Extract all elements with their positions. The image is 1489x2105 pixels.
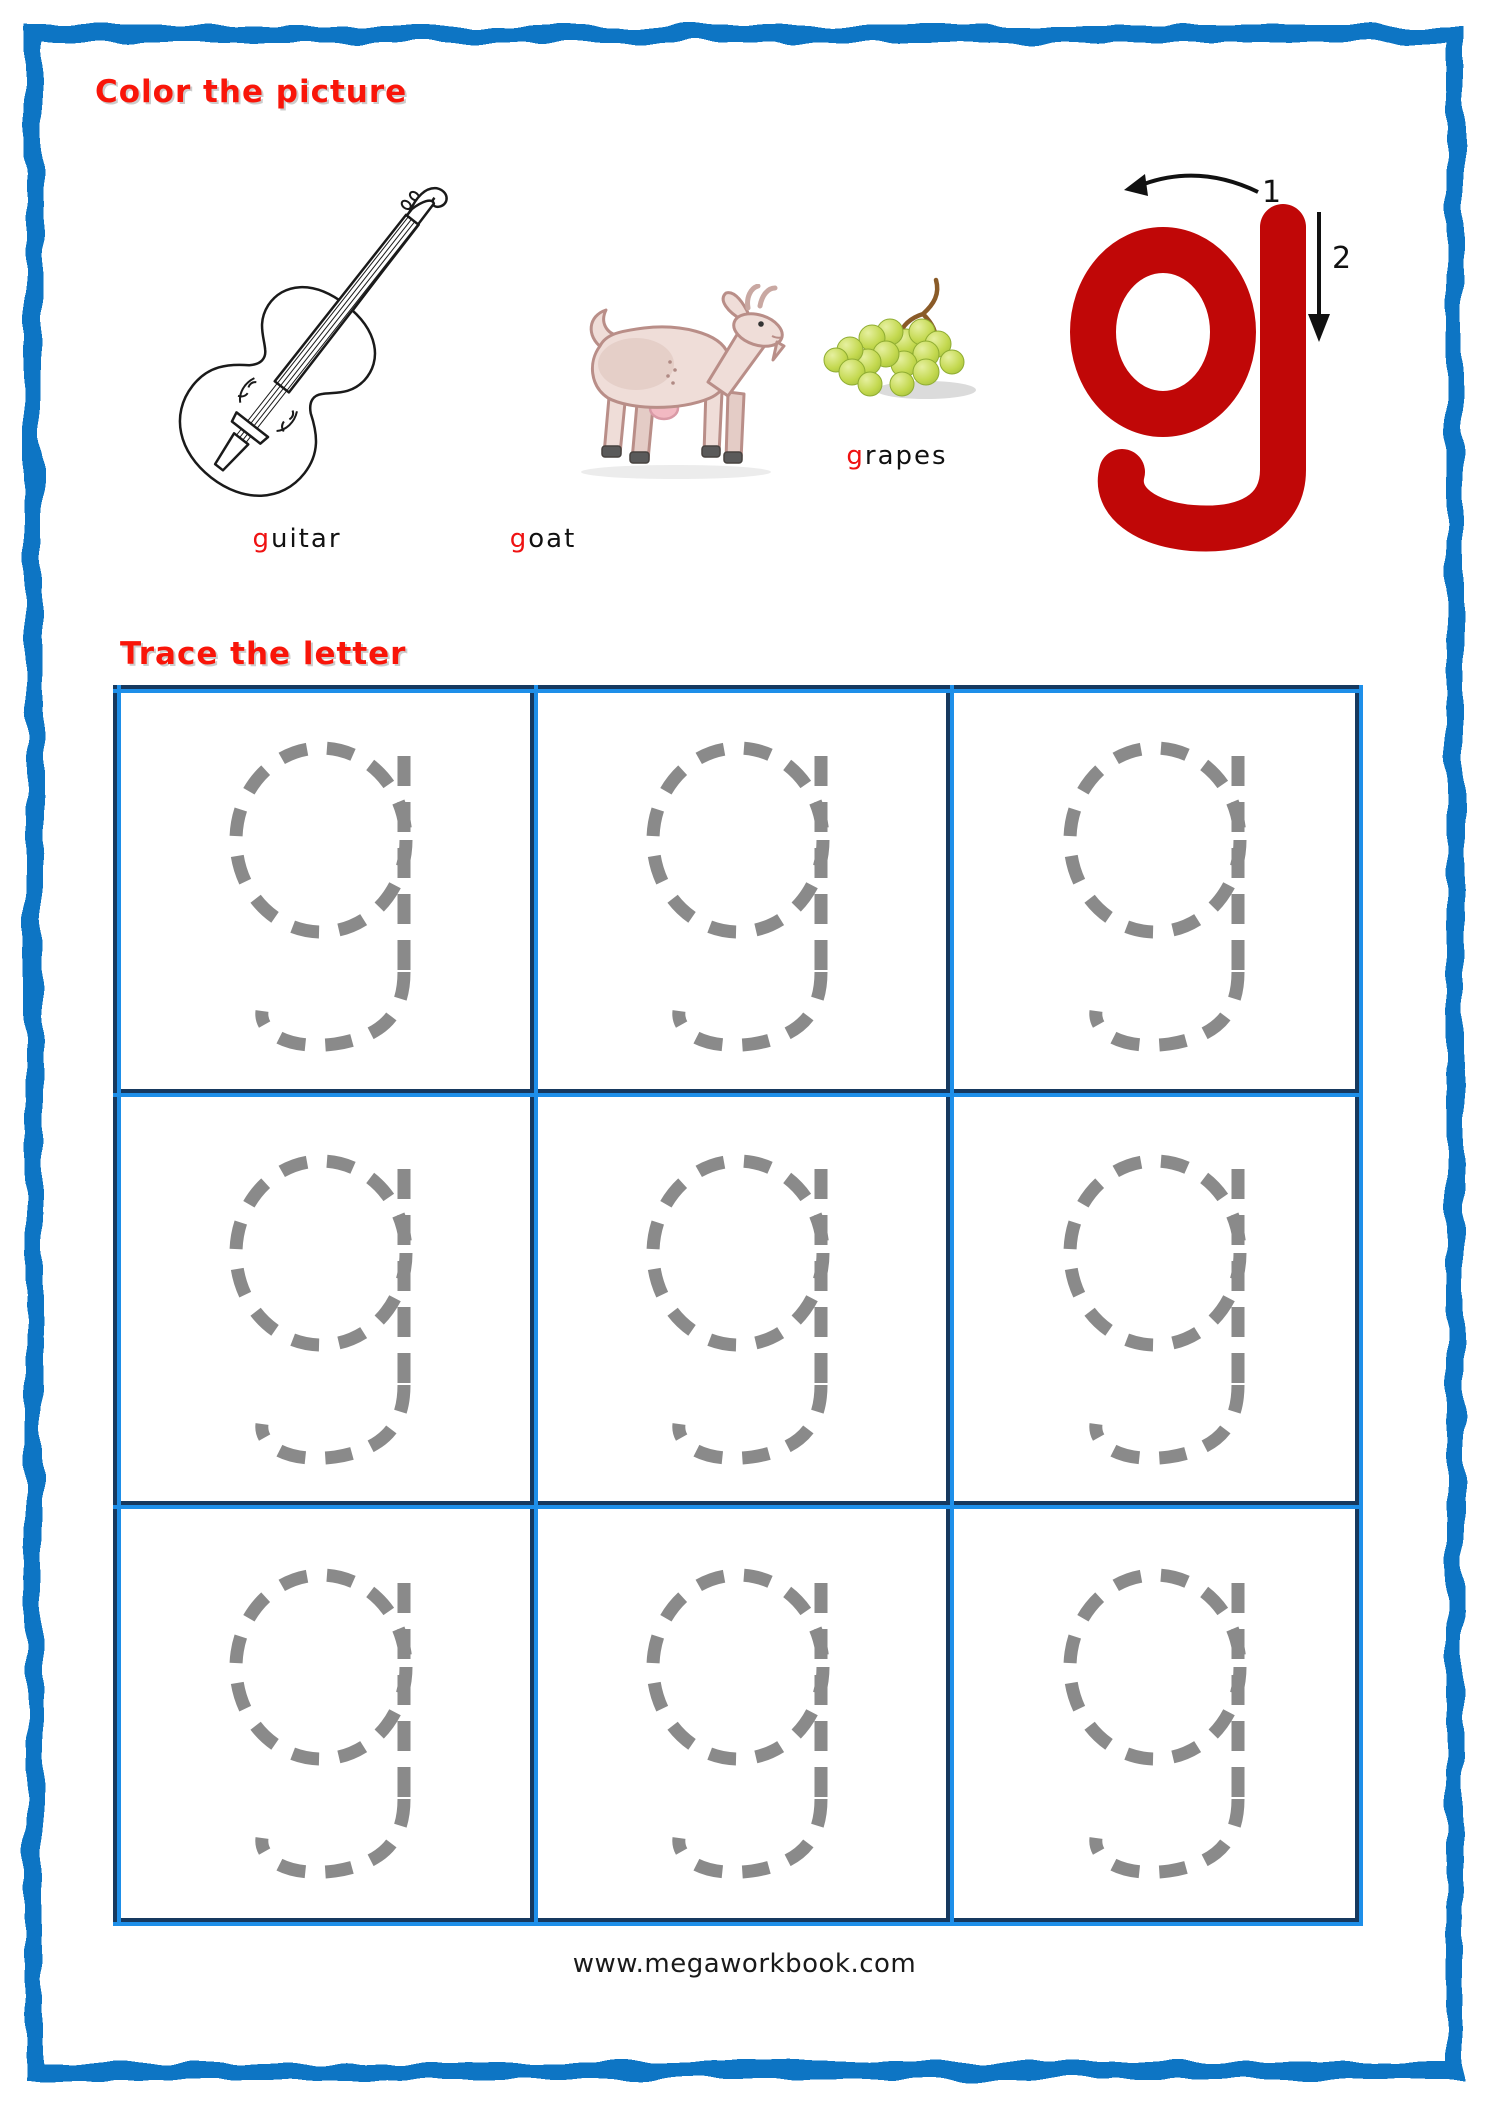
label-grapes [787, 441, 1007, 471]
heading-trace-the-letter: Trace the letter [120, 636, 407, 672]
label-goat-rest: oat [528, 524, 577, 554]
stroke2-arrow-icon [1308, 212, 1330, 342]
trace-grid [113, 685, 1363, 1926]
dashed-letter-g-icon [613, 1557, 863, 1887]
dashed-letter-g-icon [196, 1143, 446, 1473]
trace-cell[interactable] [113, 685, 530, 1099]
heading-color-the-picture: Color the picture [95, 74, 408, 110]
guitar-illustration [150, 128, 510, 528]
label-grapes-first-letter: g [846, 441, 865, 471]
trace-cell[interactable] [946, 1099, 1363, 1513]
footer-url: www.megaworkbook.com [572, 1949, 917, 1979]
dashed-letter-g-icon [613, 730, 863, 1060]
trace-cell[interactable] [113, 1099, 530, 1513]
label-goat-first-letter: g [509, 524, 529, 554]
stroke1-arrow-icon [1124, 174, 1258, 196]
trace-cell[interactable] [530, 1512, 947, 1926]
dashed-letter-g-icon [196, 730, 446, 1060]
label-guitar-first-letter: g [252, 524, 271, 554]
stroke1-label: 1 [1262, 175, 1282, 210]
stroke2-label: 2 [1332, 241, 1352, 276]
dashed-letter-g-icon [196, 1557, 446, 1887]
goat-illustration [558, 284, 793, 482]
trace-cell[interactable] [530, 685, 947, 1099]
trace-cell[interactable] [946, 685, 1363, 1099]
dashed-letter-g-icon [613, 1143, 863, 1473]
dashed-letter-g-icon [1030, 730, 1280, 1060]
label-guitar-rest: uitar [270, 524, 342, 554]
big-g-bowl [1093, 250, 1233, 414]
trace-cell[interactable] [113, 1512, 530, 1926]
dashed-letter-g-icon [1030, 1143, 1280, 1473]
trace-cell[interactable] [530, 1099, 947, 1513]
dashed-letter-g-icon [1030, 1557, 1280, 1887]
big-letter-g [1040, 150, 1380, 580]
label-grapes-rest: rapes [864, 441, 948, 471]
label-goat [433, 524, 653, 554]
trace-cells [113, 685, 1363, 1926]
label-guitar [187, 524, 407, 554]
grapes-illustration [806, 274, 988, 408]
trace-cell[interactable] [946, 1512, 1363, 1926]
